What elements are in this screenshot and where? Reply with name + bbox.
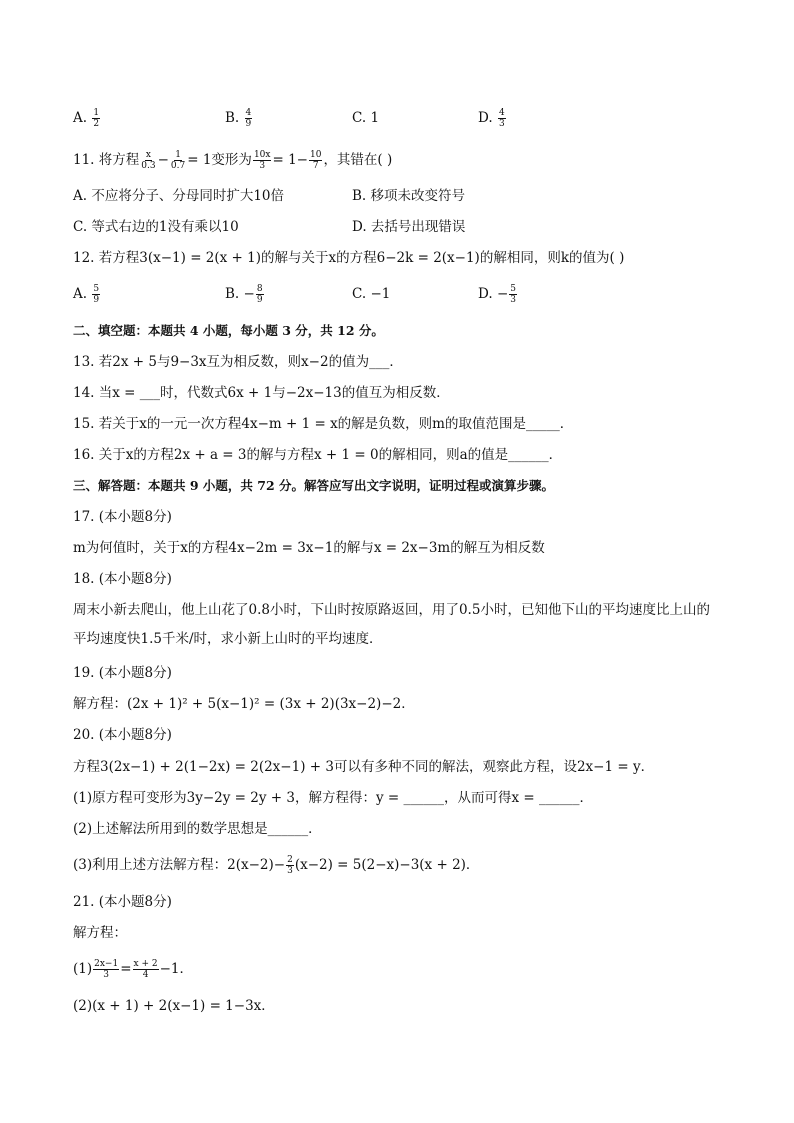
q20-part3: (3)利用上述方法解方程：2(x−2)− $\frac{2}{3}$ (x−2) = 5(2−x)−3(x + 2)． <box>73 855 480 876</box>
q17-body: m为何值时，关于x的方程4x−2m = 3x−1的解与x = 2x−3m的解互为相反数 <box>73 540 545 556</box>
q20-part2: (2)上述解法所用到的数学思想是______． <box>73 821 322 837</box>
q15: 15. 若关于x的一元一次方程4x−m + 1 = x的解是负数，则m的取值范围是_____． <box>73 416 574 432</box>
fraction: $\frac{1}{0.7}$ <box>170 150 186 171</box>
fraction: $\frac{4}{9}$ <box>245 108 252 129</box>
fraction: $\frac{x}{0.3}$ <box>141 150 156 171</box>
q12-option-c: C. −1 <box>352 286 391 302</box>
q11-option-d: D. 去括号出现错误 <box>352 219 466 235</box>
fraction: $\frac{10}{7}$ <box>309 150 322 171</box>
fraction: $\frac{5}{9}$ <box>93 284 100 305</box>
q20-part1: (1)原方程可变形为3y−2y = 2y + 3，解方程得：y = ______，从而可得x = ______． <box>73 790 593 806</box>
fraction: $\frac{2x-1}{3}$ <box>94 959 119 980</box>
fraction: $\frac{8}{9}$ <box>256 284 263 305</box>
fraction: $\frac{x + 2}{4}$ <box>133 959 158 980</box>
q12-option-a: A. $\frac{5}{9}$ <box>73 284 100 305</box>
q11-option-a: A. 不应将分子、分母同时扩大10倍 <box>73 188 285 204</box>
section-heading-fill-in: 二、填空题：本题共 4 小题，每小题 3 分，共 12 分。 <box>73 323 384 338</box>
q12-option-b: B. − $\frac{8}{9}$ <box>225 284 263 305</box>
q20-body: 方程3(2x−1) + 2(1−2x) = 2(2x−1) + 3可以有多种不同的解法，观察此方程，设2x−1 = y． <box>73 759 655 775</box>
q18-heading: 18. (本小题8分) <box>73 571 172 587</box>
q11-stem: 11. 将方程 $\frac{x}{0.3}$ − $\frac{1}{0.7}$ = 1变形为 $\frac{10x}{3}$ = 1− $\frac{10}{7}$ ，其错在( ) <box>73 150 393 171</box>
q10-option-a: A. $\frac{1}{2}$ <box>73 108 100 129</box>
q16: 16. 关于x的方程2x + a = 3的解与方程x + 1 = 0的解相同，则a的值是______． <box>73 447 563 463</box>
q12-option-d: D. − $\frac{5}{3}$ <box>478 284 516 305</box>
fraction: $\frac{1}{2}$ <box>93 108 100 129</box>
q10-option-b: B. $\frac{4}{9}$ <box>225 108 252 129</box>
q21-part1: (1) $\frac{2x-1}{3}$ = $\frac{x + 2}{4}$ −1． <box>73 959 193 980</box>
q17-heading: 17. (本小题8分) <box>73 509 172 525</box>
fraction: $\frac{10x}{3}$ <box>253 150 271 171</box>
fraction: $\frac{4}{3}$ <box>498 108 505 129</box>
q18-body: 周末小新去爬山，他上山花了0.8小时，下山时按原路返回，用了0.5小时，已知他下山的平均速度比上山的平均速度快1.5千米/时，求小新上山时的平均速度． <box>73 602 710 647</box>
q21-intro: 解方程： <box>73 925 127 941</box>
q13: 13. 若2x + 5与9−3x互为相反数，则x−2的值为___． <box>73 354 403 370</box>
fraction: $\frac{2}{3}$ <box>287 855 293 876</box>
section-heading-solve: 三、解答题：本题共 9 小题，共 72 分。解答应写出文字说明，证明过程或演算步骤。 <box>73 478 555 493</box>
q11-option-b: B. 移项未改变符号 <box>352 188 466 204</box>
q21-part2: (2)(x + 1) + 2(x−1) = 1−3x． <box>73 998 275 1014</box>
q20-heading: 20. (本小题8分) <box>73 727 172 743</box>
q19-heading: 19. (本小题8分) <box>73 665 172 681</box>
q19-body: 解方程：(2x + 1)² + 5(x−1)² = (3x + 2)(3x−2)−2． <box>73 696 415 712</box>
q10-option-d: D. $\frac{4}{3}$ <box>478 108 505 129</box>
q11-option-c: C. 等式右边的1没有乘以10 <box>73 219 239 235</box>
q14: 14. 当x = ___时，代数式6x + 1与−2x−13的值互为相反数． <box>73 385 450 401</box>
q12-stem: 12. 若方程3(x−1) = 2(x + 1)的解与关于x的方程6−2k = 2(x−1)的解相同，则k的值为( ) <box>73 250 625 266</box>
fraction: $\frac{5}{3}$ <box>510 284 516 305</box>
q10-option-c: C. 1 <box>352 110 380 126</box>
q21-heading: 21. (本小题8分) <box>73 894 172 910</box>
